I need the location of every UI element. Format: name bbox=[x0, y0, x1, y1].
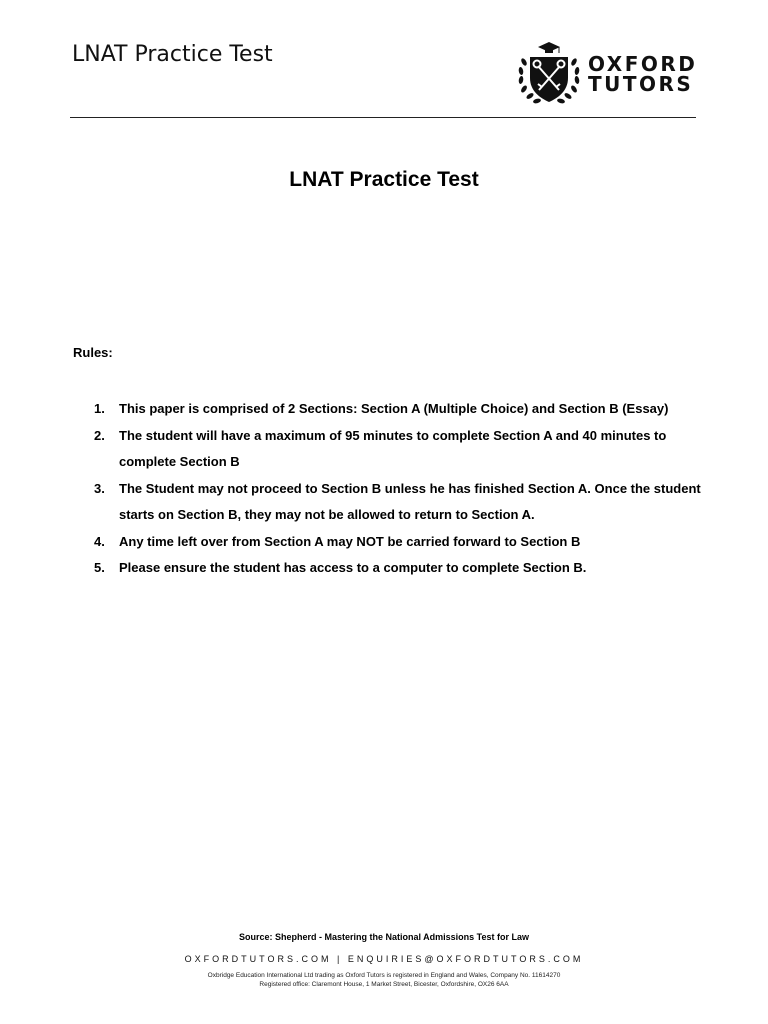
rule-text: This paper is comprised of 2 Sections: Section A (Multiple Choice) and Section B (Essay) bbox=[119, 401, 669, 416]
rule-item bbox=[94, 423, 704, 476]
rule-item bbox=[94, 555, 704, 582]
header-divider bbox=[70, 117, 696, 118]
legal-line-1: Oxbridge Education International Ltd trading as Oxford Tutors is registered in England and Wales, Company No. 11614270 bbox=[207, 972, 561, 979]
rule-number: 4. bbox=[94, 533, 105, 549]
footer-legal bbox=[0, 971, 768, 989]
rules-heading: Rules: bbox=[73, 345, 113, 360]
oxford-tutors-logo bbox=[516, 40, 701, 106]
rule-text: Any time left over from Section A may NOT be carried forward to Section B bbox=[119, 533, 581, 549]
rule-number: 5. bbox=[94, 560, 105, 575]
source-citation: Source: Shepherd - Mastering the National Admissions Test for Law bbox=[238, 932, 530, 942]
rule-number: 3. bbox=[94, 480, 105, 496]
rule-text: Please ensure the student has access to a computer to complete Section B. bbox=[119, 560, 587, 575]
rule-number: 2. bbox=[94, 427, 105, 443]
footer-contact: OXFORDTUTORS.COM | ENQUIRIES@OXFORDTUTORS.COM bbox=[184, 954, 584, 964]
logo-wordmark bbox=[588, 54, 697, 94]
rule-text: The Student may not proceed to Section B unless he has finished Section A. Once the student starts on Section B, they may not be allowed to return to Section A. bbox=[119, 480, 701, 522]
rule-item bbox=[94, 529, 704, 556]
logo-line-1: OXFORD bbox=[588, 52, 698, 76]
crest-keys-icon bbox=[516, 40, 582, 106]
logo-line-2: TUTORS bbox=[588, 72, 694, 96]
document-title: LNAT Practice Test bbox=[289, 168, 479, 191]
rule-number: 1. bbox=[94, 401, 105, 416]
rule-text: The student will have a maximum of 95 minutes to complete Section A and 40 minutes to complete Section B bbox=[119, 427, 667, 469]
rule-item bbox=[94, 476, 704, 529]
rules-list bbox=[94, 396, 704, 582]
legal-line-2: Registered office: Claremont House, 1 Market Street, Bicester, Oxfordshire, OX26 6AA bbox=[259, 981, 509, 988]
header-title: LNAT Practice Test bbox=[72, 42, 273, 67]
rule-item bbox=[94, 396, 704, 423]
